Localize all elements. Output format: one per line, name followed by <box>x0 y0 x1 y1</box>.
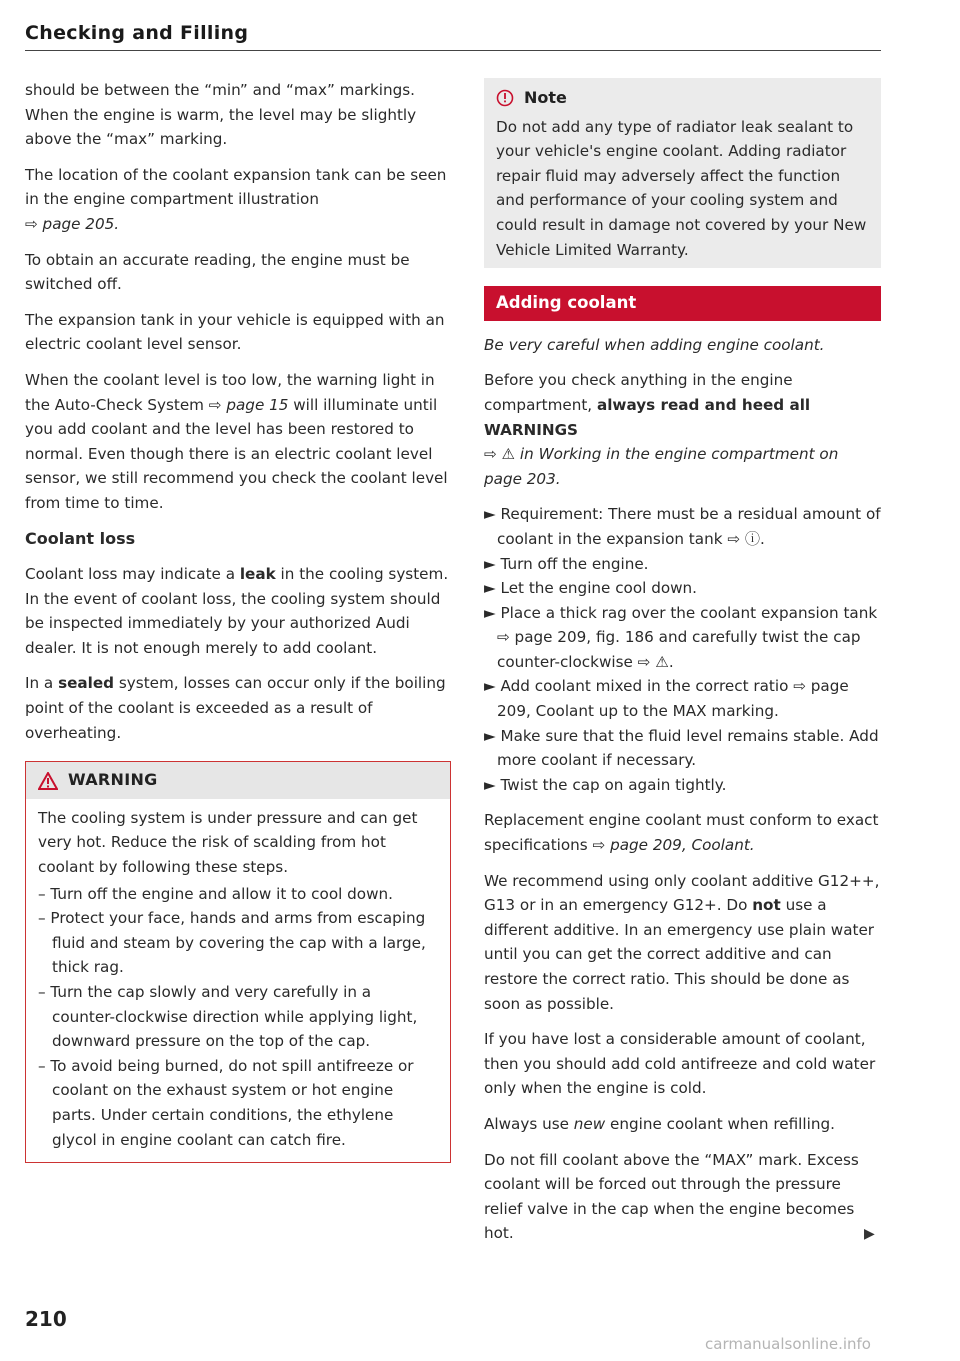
paragraph <box>484 808 881 857</box>
list-item: ► Place a thick rag over the coolant expansion tank ⇨ page 209, fig. 186 and carefully twist the cap counter-clockwise ⇨ ⚠. <box>484 603 878 671</box>
list-item: ► Let the engine cool down. <box>484 579 697 598</box>
paragraph: should be between the “min” and “max” markings. When the engine is warm, the level may be slightly above the “max” marking. <box>25 81 417 149</box>
left-column <box>25 78 451 1163</box>
text: in the cooling system. In the event of coolant loss, the cooling system should be inspected immediately by your authorized Audi dealer. It is not enough merely to add coolant. <box>25 565 449 657</box>
note-header <box>484 78 881 115</box>
list-item: ► Turn off the engine. <box>484 554 649 573</box>
continue-arrow-icon: ▶ <box>864 1226 875 1242</box>
list-item: ► Add coolant mixed in the correct ratio ⇨ page 209, Coolant up to the MAX marking. <box>484 677 849 721</box>
lead-text <box>484 333 881 358</box>
warning-box <box>25 761 451 1163</box>
page-title: Checking and Filling <box>25 22 249 44</box>
text: Be very careful when adding engine coolant. <box>484 335 825 354</box>
warning-title: WARNING <box>68 770 158 790</box>
section-heading-coolant-loss: Coolant loss <box>25 528 136 548</box>
text: not <box>752 896 781 915</box>
paragraph <box>25 163 451 237</box>
note-body: Do not add any type of radiator leak sealant to your vehicle's engine coolant. Adding radiator repair fluid may adversely affect the function and performance of your cooling system and could result in damage not covered by your New Vehicle Limited Warranty. <box>496 117 867 259</box>
text: system, losses can occur only if the boiling point of the coolant is exceeded as a result of overheating. <box>25 674 446 742</box>
text: We recommend using only coolant additive G12++, G13 or in an emergency G12+. Do <box>484 871 880 915</box>
paragraph <box>484 368 881 491</box>
text: When the coolant level is too low, the warning light in the Auto-Check System <box>25 370 435 414</box>
paragraph: To obtain an accurate reading, the engine must be switched off. <box>25 250 410 294</box>
paragraph <box>25 671 451 745</box>
watermark: carmanualsonline.info <box>705 1335 871 1353</box>
note-box <box>484 78 881 268</box>
step-list <box>484 502 881 797</box>
paragraph: Do not fill coolant above the “MAX” mark. Excess coolant will be forced out through the pressure relief valve in the cap when the engine becomes hot. <box>484 1150 859 1243</box>
text: use a different additive. In an emergency use plain water until you can get the correct additive and can restore the correct ratio. This should be done as soon as possible. <box>484 896 875 1013</box>
list-item: ► Twist the cap on again tightly. <box>484 775 727 794</box>
text: The location of the coolant expansion tank can be seen in the engine compartment illustration <box>25 165 447 209</box>
paragraph <box>25 368 451 516</box>
warning-item: – Protect your face, hands and arms from escaping fluid and steam by covering the cap with a large, thick rag. <box>38 909 426 977</box>
page-reference-link[interactable]: ⇨ page 15 <box>208 395 289 414</box>
text: new <box>573 1114 606 1133</box>
paragraph <box>484 869 881 1017</box>
list-item: ► Requirement: There must be a residual amount of coolant in the expansion tank ⇨ ⓘ. <box>484 505 881 548</box>
page-number: 210 <box>25 1307 67 1331</box>
text: In a <box>25 674 59 693</box>
text: sealed <box>58 674 115 693</box>
warning-body <box>26 799 450 1162</box>
text: Before you check anything in the engine compartment, <box>484 371 793 414</box>
paragraph: The expansion tank in your vehicle is equipped with an electric coolant level sensor. <box>25 310 445 354</box>
right-column <box>484 78 881 1257</box>
warning-item: – Turn off the engine and allow it to cool down. <box>38 884 393 903</box>
paragraph <box>25 562 451 660</box>
paragraph <box>484 1112 881 1137</box>
text: Always use <box>484 1114 574 1133</box>
text: engine coolant when refilling. <box>605 1114 835 1133</box>
warning-intro: The cooling system is under pressure and can get very hot. Reduce the risk of scalding from hot coolant by following these steps. <box>38 808 418 877</box>
page-header <box>25 22 881 51</box>
warning-item: – Turn the cap slowly and very carefully in a counter-clockwise direction while applying light, downward pressure on the top of the cap. <box>38 983 418 1051</box>
warning-item: – To avoid being burned, do not spill antifreeze or coolant on the exhaust system or hot engine parts. Under certain conditions, the ethylene glycol in engine coolant can catch fire. <box>38 1056 414 1149</box>
text: will illuminate until you add coolant and the level has been restored to normal. Even though there is an electric coolant level sensor, we still recommend you check the coolant level from time to time. <box>25 395 448 512</box>
text: Replacement engine coolant must conform to exact specifications <box>484 811 879 855</box>
paragraph: If you have lost a considerable amount of coolant, then you should add cold antifreeze and cold water only when the engine is cold. <box>484 1030 876 1098</box>
list-item: ► Make sure that the fluid level remains stable. Add more coolant if necessary. <box>484 726 879 770</box>
section-heading-adding-coolant: Adding coolant <box>484 286 881 321</box>
page-reference-link[interactable]: ⇨ ⚠ in Working in the engine compartment on page 203. <box>484 445 839 488</box>
text: leak <box>239 565 276 584</box>
text: Coolant loss may indicate a <box>25 565 240 584</box>
page-reference-link[interactable]: ⇨ page 205. <box>25 214 120 233</box>
warning-triangle-icon <box>38 772 58 790</box>
warning-header <box>26 762 450 799</box>
info-circle-icon <box>496 89 514 107</box>
note-title: Note <box>524 88 567 107</box>
page-reference-link[interactable]: ⇨ page 209, Coolant. <box>592 836 755 855</box>
text: always read and heed all WARNINGS <box>484 395 811 439</box>
